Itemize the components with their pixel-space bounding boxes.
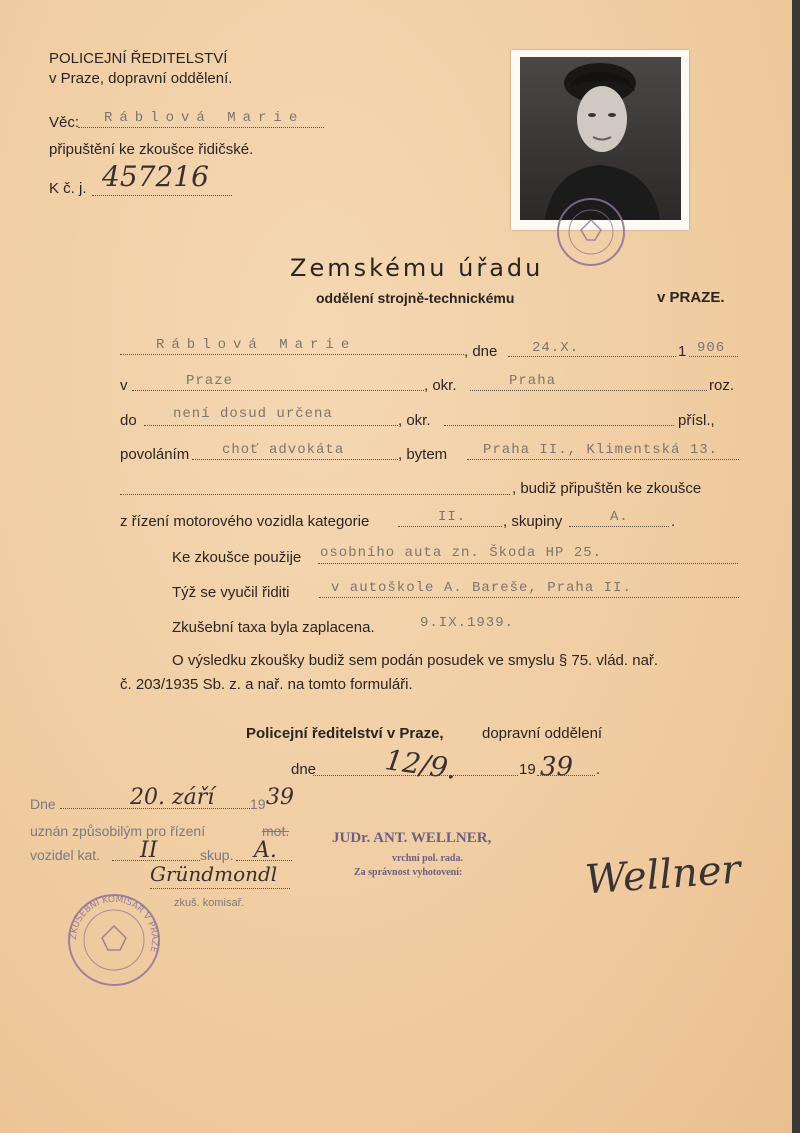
fee-value: 9.IX.1939. bbox=[420, 615, 515, 631]
dne-label: , dne bbox=[464, 343, 498, 360]
group-typed: A. bbox=[610, 509, 629, 525]
do-label: do bbox=[120, 412, 137, 429]
domicile: není dosud určena bbox=[173, 406, 333, 422]
category-line bbox=[398, 526, 502, 527]
okr2-label: , okr. bbox=[398, 412, 431, 429]
vec-line bbox=[78, 127, 324, 128]
examiner-year-handwritten: 39 bbox=[266, 785, 294, 810]
header-line2: v Praze, dopravní oddělení. bbox=[49, 70, 233, 87]
stamp-name: JUDr. ANT. WELLNER, bbox=[332, 830, 492, 846]
examiner-dne-label: Dne bbox=[30, 796, 56, 812]
header-line1: POLICEJNÍ ŘEDITELSTVÍ bbox=[49, 50, 228, 67]
applicant-name: Ráblová Marie bbox=[156, 337, 357, 353]
examiner-year-prefix: 19 bbox=[250, 796, 266, 812]
skupiny-label: , skupiny bbox=[503, 513, 563, 530]
group-period: . bbox=[671, 513, 676, 530]
group-line bbox=[569, 526, 669, 527]
category-typed: II. bbox=[438, 509, 467, 525]
occupation-line bbox=[192, 459, 398, 460]
fee-label: Zkušební taxa byla zaplacena. bbox=[172, 619, 375, 636]
examiner-seal-text: ZKUŠEBNÍ KOMISAŘ V PRAZE bbox=[68, 894, 160, 954]
kcj-handwritten: 457216 bbox=[102, 160, 209, 193]
prisl-label: přísl., bbox=[678, 412, 715, 429]
examiner-category-handwritten: II bbox=[140, 838, 158, 863]
exam-line-label: z řízení motorového vozidla kategorie bbox=[120, 513, 370, 530]
car-line bbox=[318, 563, 738, 564]
domicile-district-line bbox=[444, 425, 674, 426]
occupation: choť advokáta bbox=[222, 442, 345, 458]
examiner-line2-struck: mot. bbox=[262, 823, 290, 839]
examiner-skup-label: skup. bbox=[200, 847, 234, 863]
examiner-role: zkuš. komisař. bbox=[174, 897, 245, 909]
footer-year-prefix: 19 bbox=[519, 761, 536, 778]
subject-line: připuštění ke zkoušce řidičské. bbox=[49, 141, 254, 158]
admitted-label: , budiž připuštěn ke zkoušce bbox=[512, 480, 702, 497]
examiner-line3: vozidel kat. bbox=[30, 847, 101, 863]
footer-year-period: . bbox=[596, 761, 601, 778]
examiner-group-handwritten: A. bbox=[254, 838, 277, 863]
photo-stamp bbox=[545, 195, 637, 270]
school-label: Týž se vyučil řiditi bbox=[172, 584, 290, 601]
domicile-line bbox=[144, 425, 398, 426]
school-value: v autoškole A. Bareše, Praha II. bbox=[331, 580, 632, 596]
examiner-line2: uznán způsobilým pro řízení bbox=[30, 823, 206, 839]
birth-day: 24.X. bbox=[532, 340, 580, 356]
footer-dne-label: dne bbox=[291, 761, 317, 778]
official-signature: Wellner bbox=[583, 846, 743, 904]
examiner-signature-line bbox=[150, 888, 290, 889]
examiner-signature: Gründmondl bbox=[150, 862, 278, 886]
v-label: v bbox=[120, 377, 128, 394]
roz-label: roz. bbox=[709, 377, 735, 394]
bytem-label: , bytem bbox=[398, 446, 448, 463]
stamp-certification: Za správnost vyhotovení: bbox=[354, 867, 463, 878]
school-line bbox=[319, 597, 739, 598]
okr-label: , okr. bbox=[424, 377, 457, 394]
subtitle-department: oddělení strojně-technickému bbox=[316, 290, 515, 306]
vec-value: Ráblová Marie bbox=[104, 110, 305, 126]
examiner-date-handwritten: 20. září bbox=[130, 785, 215, 810]
office-bold: Policejní ředitelství v Praze, bbox=[246, 725, 444, 742]
vec-label: Věc: bbox=[49, 114, 80, 131]
district-line bbox=[470, 390, 707, 391]
office-rest: dopravní oddělení bbox=[482, 725, 603, 742]
car-value: osobního auta zn. Škoda HP 25. bbox=[320, 545, 603, 561]
birth-year-prefix: 1 bbox=[678, 343, 687, 360]
car-label: Ke zkoušce použije bbox=[172, 549, 302, 566]
birthplace: Praze bbox=[186, 373, 234, 389]
povolanim-label: povoláním bbox=[120, 446, 190, 463]
kcj-line bbox=[92, 195, 232, 196]
birth-district: Praha bbox=[509, 373, 557, 389]
examiner-seal bbox=[62, 890, 166, 990]
subtitle-city: v PRAZE. bbox=[657, 289, 725, 306]
residence-line bbox=[467, 459, 739, 460]
birth-year: 906 bbox=[697, 340, 726, 356]
document-title: Zemskému úřadu bbox=[290, 254, 544, 282]
scan-edge bbox=[792, 0, 800, 1133]
birthplace-line bbox=[132, 390, 424, 391]
residence: Praha II., Klimentská 13. bbox=[483, 442, 719, 458]
kcj-label: K č. j. bbox=[49, 180, 87, 197]
footer-year-handwritten: 39 bbox=[540, 752, 574, 782]
result-line1: O výsledku zkoušky budiž sem podán posudek ve smyslu § 75. vlád. nař. bbox=[172, 652, 659, 669]
footer-date-handwritten: 12/9. bbox=[383, 743, 459, 786]
result-line2: č. 203/1935 Sb. z. a nař. na tomto formuláři. bbox=[120, 676, 413, 693]
stamp-title: vrchní pol. rada. bbox=[392, 853, 463, 864]
name-line bbox=[120, 354, 464, 355]
blank-line bbox=[120, 494, 510, 495]
